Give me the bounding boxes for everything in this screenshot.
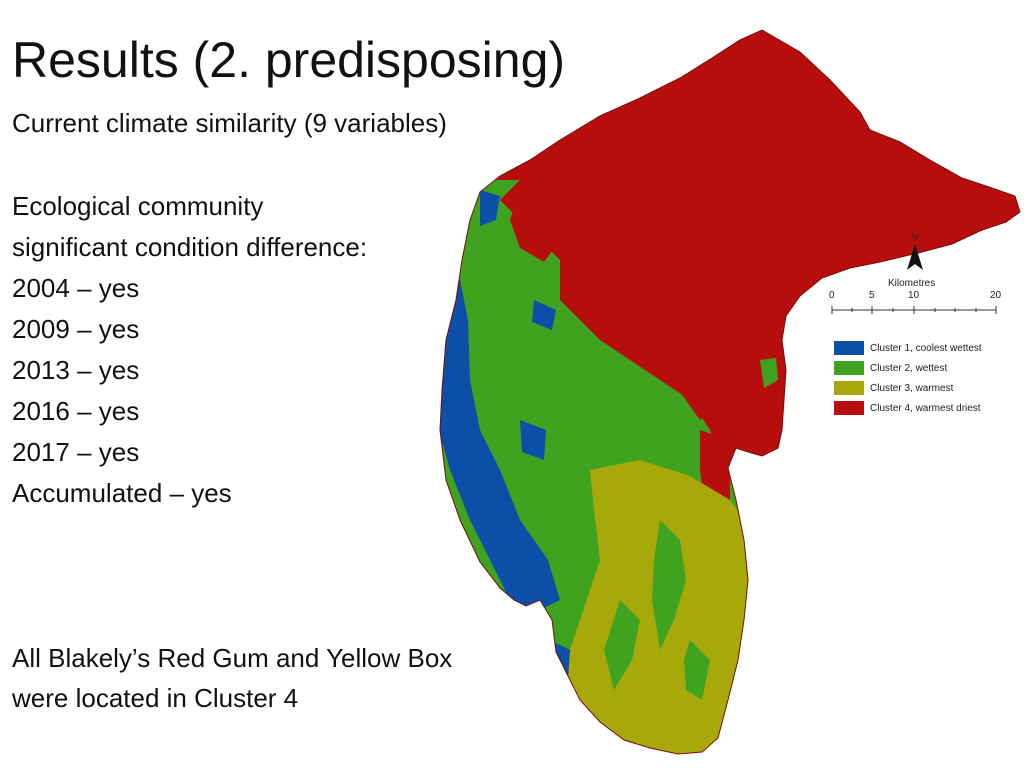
results-line: significant condition difference: — [12, 232, 368, 262]
legend-label: Cluster 3, warmest — [870, 382, 954, 394]
legend-label: Cluster 2, wettest — [870, 362, 948, 374]
legend-swatch — [834, 381, 864, 395]
legend-label: Cluster 4, warmest driest — [870, 402, 981, 414]
legend-swatch — [834, 401, 864, 415]
results-line: Accumulated – yes — [12, 478, 232, 508]
legend-label: Cluster 1, coolest wettest — [870, 342, 982, 354]
results-line: 2004 – yes — [12, 273, 140, 303]
legend-item — [834, 378, 1014, 398]
results-line: 2013 – yes — [12, 355, 140, 385]
scale-tick: 5 — [869, 290, 875, 301]
map-legend — [834, 338, 1014, 418]
results-line: 2016 – yes — [12, 396, 140, 426]
legend-item — [834, 398, 1014, 418]
footer-line: were located in Cluster 4 — [12, 683, 299, 713]
page-title: Results (2. predisposing) — [12, 32, 566, 88]
legend-item — [834, 338, 1014, 358]
results-line: 2009 – yes — [12, 314, 140, 344]
footer-note — [12, 638, 452, 718]
scale-labels — [826, 278, 1016, 318]
results-line: Ecological community — [12, 191, 264, 221]
scale-tick: 20 — [990, 290, 1002, 301]
north-arrow-icon — [902, 242, 928, 272]
results-line: 2017 – yes — [12, 437, 140, 467]
scale-title: Kilometres — [888, 278, 936, 289]
results-list — [12, 186, 367, 514]
legend-item — [834, 358, 1014, 378]
legend-swatch — [834, 361, 864, 375]
page-subtitle: Current climate similarity (9 variables) — [12, 108, 447, 138]
legend-swatch — [834, 341, 864, 355]
north-arrow — [902, 232, 928, 272]
north-label: N — [911, 232, 919, 242]
scale-tick: 10 — [908, 290, 920, 301]
scale-tick: 0 — [829, 290, 835, 301]
footer-line: All Blakely’s Red Gum and Yellow Box — [12, 643, 453, 673]
